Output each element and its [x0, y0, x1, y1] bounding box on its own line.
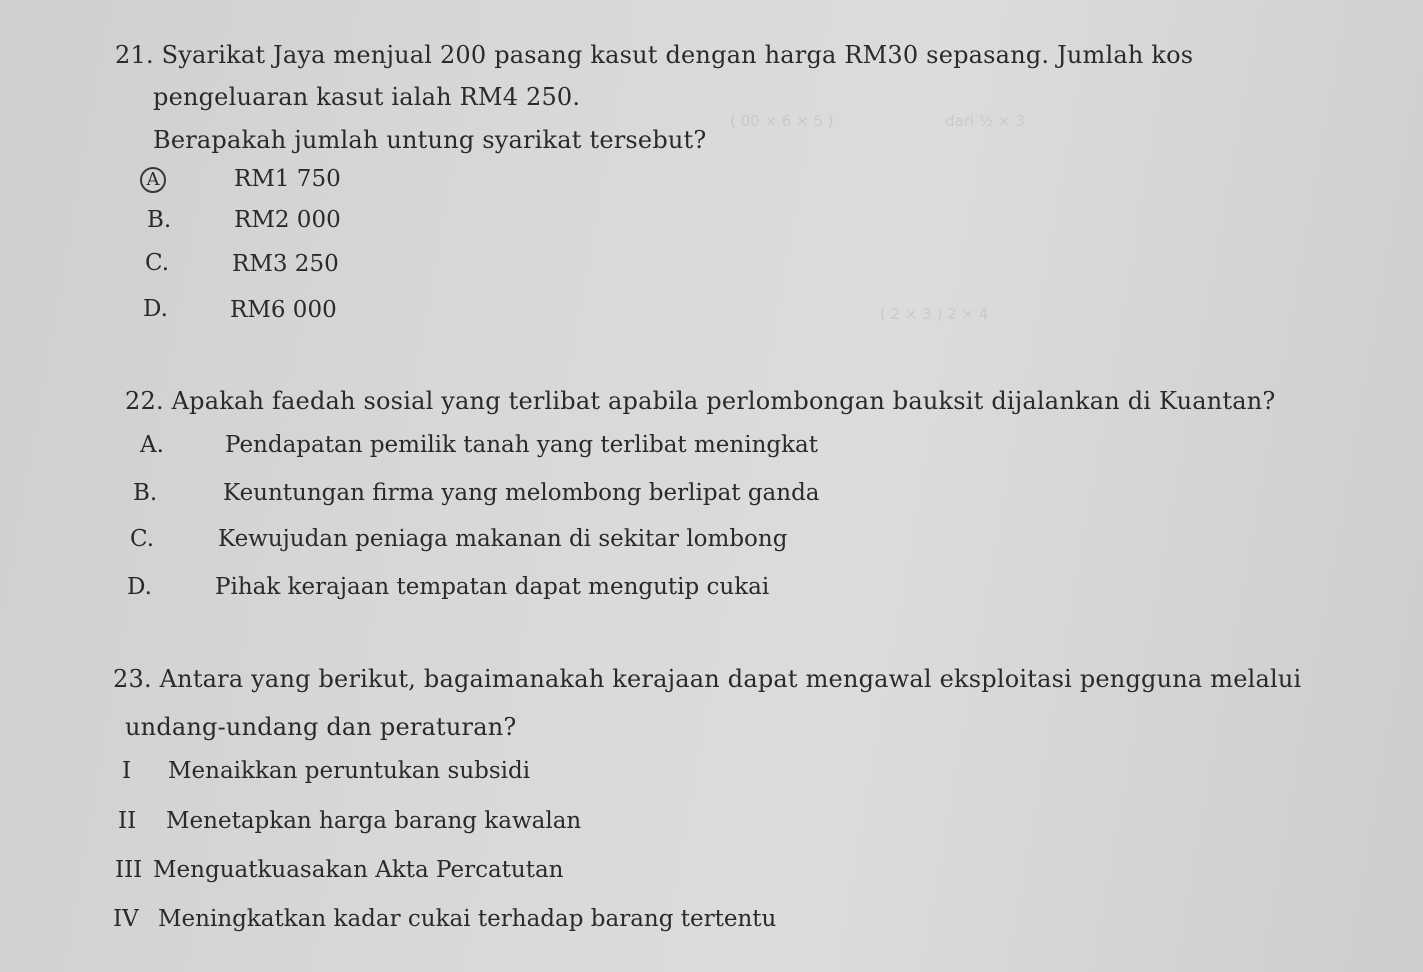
question-23-statement-1: Menaikkan peruntukan subsidi — [168, 758, 531, 784]
question-23-statement-3-numeral: III — [115, 857, 143, 883]
bleed-through-marks: ( 2 × 3 ) 2 × 4 — [880, 305, 989, 323]
question-21-option-b-letter: B. — [147, 207, 172, 233]
question-22-option-a: Pendapatan pemilik tanah yang terlibat meningkat — [225, 432, 819, 458]
question-21-option-a: RM1 750 — [234, 166, 341, 192]
question-23-statement-4: Meningkatkan kadar cukai terhadap barang tertentu — [158, 906, 777, 932]
question-23-statement-2-numeral: II — [118, 808, 137, 834]
question-23-number: 23. — [113, 665, 152, 693]
question-21-option-a-letter — [140, 165, 166, 193]
question-22-stem — [125, 386, 1275, 416]
question-21-stem-line-1 — [115, 40, 1193, 70]
question-23-stem-line-2: undang-undang dan peraturan? — [125, 713, 517, 741]
question-23-text: Antara yang berikut, bagaimanakah kerajaan dapat mengawal eksploitasi pengguna melalui — [159, 665, 1302, 693]
answer-circle-mark: A — [140, 167, 166, 193]
question-23-statement-1-numeral: I — [122, 758, 132, 784]
question-23-statement-4-numeral: IV — [113, 906, 139, 932]
question-22-option-d-letter: D. — [127, 574, 152, 600]
question-23-stem-line-1 — [113, 664, 1301, 694]
question-21-option-d: RM6 000 — [230, 297, 337, 323]
question-21-number: 21. — [115, 41, 154, 69]
question-22-option-b-letter: B. — [133, 480, 158, 506]
question-21-stem-line-3: Berapakah jumlah untung syarikat tersebut? — [153, 126, 707, 154]
question-21-stem-line-2: pengeluaran kasut ialah RM4 250. — [153, 83, 581, 111]
question-21-option-c-letter: C. — [145, 250, 170, 276]
question-21-option-d-letter: D. — [143, 296, 168, 322]
question-22-option-c-letter: C. — [130, 526, 155, 552]
question-22-option-c: Kewujudan peniaga makanan di sekitar lombong — [218, 526, 788, 552]
question-23-statement-3: Menguatkuasakan Akta Percatutan — [153, 857, 564, 883]
question-22-option-a-letter: A. — [140, 432, 164, 458]
question-22-option-b: Keuntungan firma yang melombong berlipat ganda — [223, 480, 820, 506]
question-22-text: Apakah faedah sosial yang terlibat apabila perlombongan bauksit dijalankan di Kuantan? — [171, 387, 1276, 415]
question-22-number: 22. — [125, 387, 164, 415]
question-21-text: Syarikat Jaya menjual 200 pasang kasut dengan harga RM30 sepasang. Jumlah kos — [161, 41, 1194, 69]
bleed-through-marks: dari ½ × 3 — [945, 112, 1026, 130]
bleed-through-marks: ( 00 × 6 × 5 ) — [730, 112, 834, 130]
question-21-option-b: RM2 000 — [234, 207, 341, 233]
question-22-option-d: Pihak kerajaan tempatan dapat mengutip cukai — [215, 574, 770, 600]
question-23-statement-2: Menetapkan harga barang kawalan — [166, 808, 582, 834]
question-21-option-c: RM3 250 — [232, 251, 339, 277]
